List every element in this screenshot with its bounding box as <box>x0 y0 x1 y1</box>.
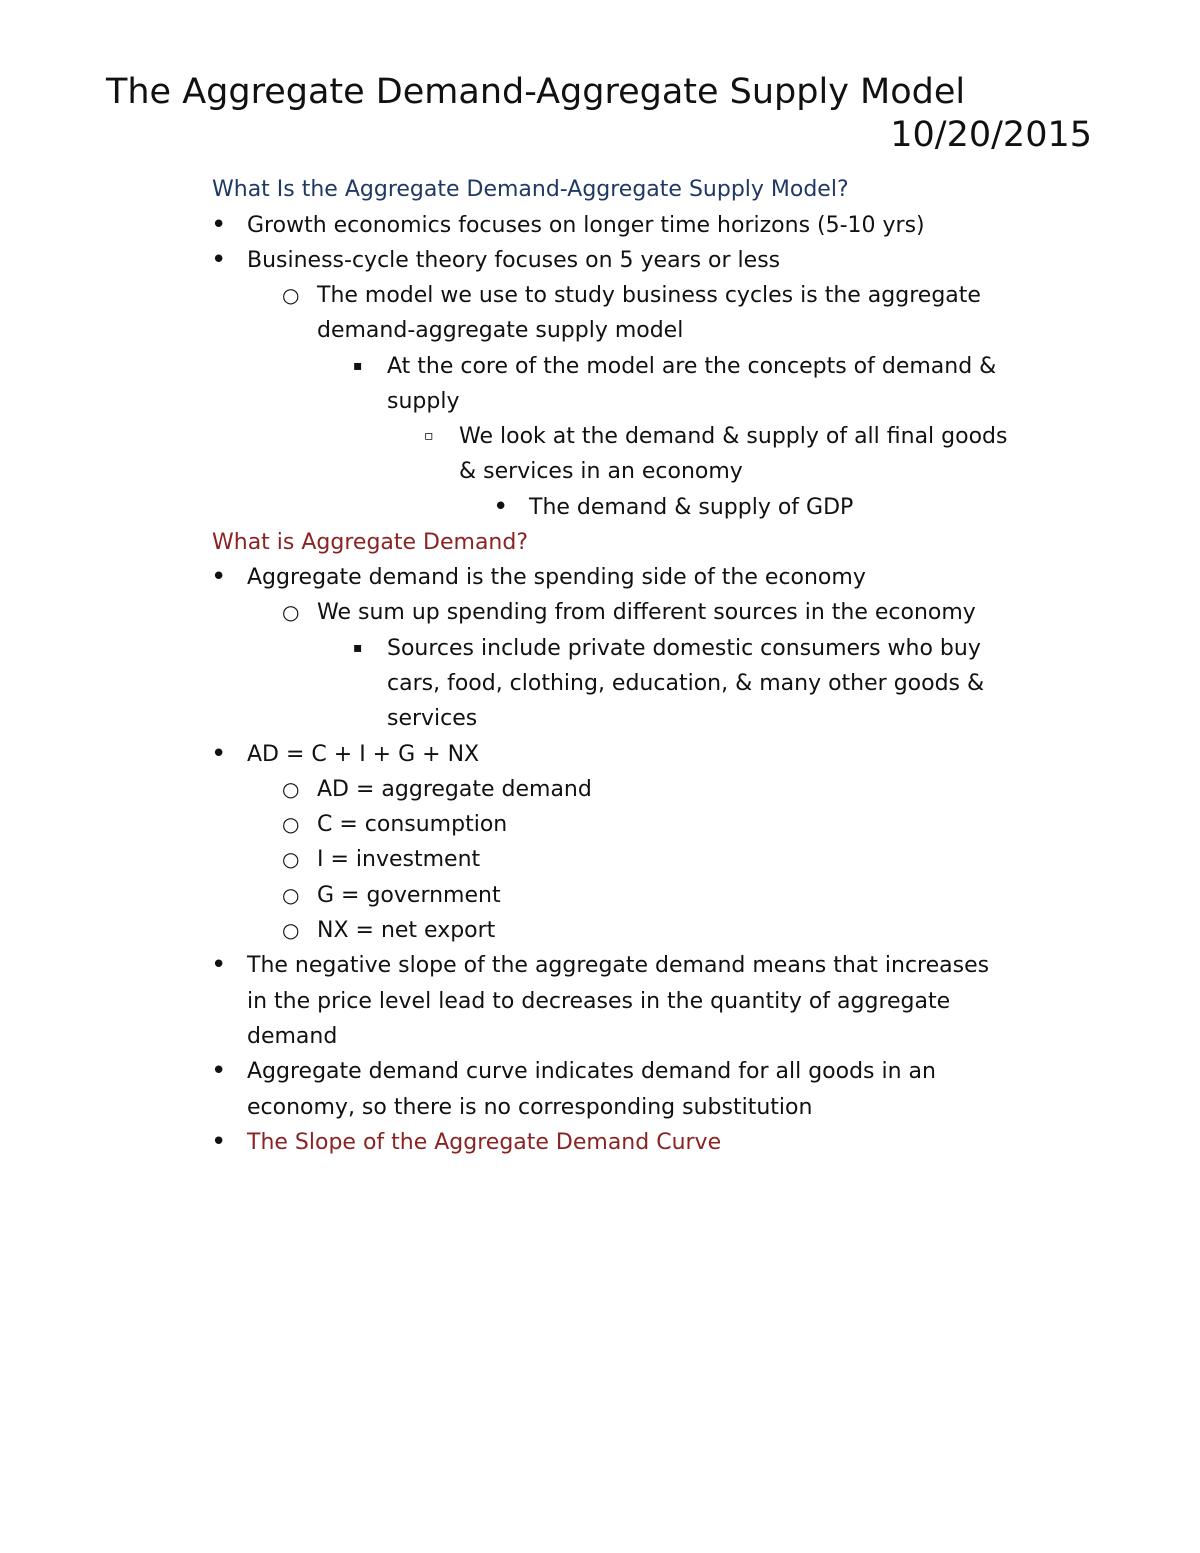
list-item: The demand & supply of GDP <box>529 495 854 520</box>
list-item: NX = net export <box>317 918 496 943</box>
list-item: G = government <box>317 883 501 908</box>
list-item-continuation: cars, food, clothing, education, & many other goods & <box>387 671 985 696</box>
bullet-circle-icon: ○ <box>282 283 300 307</box>
list-item-continuation: demand-aggregate supply model <box>317 318 684 343</box>
list-item-continuation: & services in an economy <box>459 459 743 484</box>
section-heading-aggregate-demand: What is Aggregate Demand? <box>212 530 529 555</box>
bullet-disc-icon: • <box>211 210 227 240</box>
section-heading-aggregate-model: What Is the Aggregate Demand-Aggregate Supply Model? <box>212 177 849 202</box>
list-item: Aggregate demand is the spending side of the economy <box>247 565 866 590</box>
list-item-continuation: economy, so there is no corresponding substitution <box>247 1095 813 1120</box>
list-item: At the core of the model are the concepts of demand & <box>387 354 997 379</box>
list-item: We look at the demand & supply of all final goods <box>459 424 1008 449</box>
list-item-continuation: services <box>387 706 478 731</box>
bullet-circle-icon: ○ <box>282 847 300 871</box>
bullet-square-icon: ▪ <box>353 358 363 374</box>
list-item-continuation: demand <box>247 1024 338 1049</box>
bullet-hollow-square-icon: ▫ <box>424 428 434 444</box>
list-item: Growth economics focuses on longer time horizons (5-10 yrs) <box>247 213 925 238</box>
bullet-disc-icon: • <box>211 245 227 275</box>
list-item-continuation: in the price level lead to decreases in the quantity of aggregate <box>247 989 951 1014</box>
bullet-circle-icon: ○ <box>282 918 300 942</box>
bullet-circle-icon: ○ <box>282 600 300 624</box>
bullet-circle-icon: ○ <box>282 883 300 907</box>
list-item: Sources include private domestic consumers who buy <box>387 636 981 661</box>
bullet-disc-icon: • <box>493 492 509 522</box>
bullet-circle-icon: ○ <box>282 777 300 801</box>
list-item-equation: AD = C + I + G + NX <box>247 742 480 767</box>
bullet-disc-icon: • <box>211 1056 227 1086</box>
list-item: I = investment <box>317 847 481 872</box>
document-date: 10/20/2015 <box>890 115 1092 155</box>
list-item: C = consumption <box>317 812 508 837</box>
bullet-disc-icon: • <box>211 1127 227 1157</box>
bullet-square-icon: ▪ <box>353 640 363 656</box>
list-item: The negative slope of the aggregate demand means that increases <box>247 953 990 978</box>
subheading-slope-of-ad-curve: The Slope of the Aggregate Demand Curve <box>247 1130 722 1155</box>
bullet-disc-icon: • <box>211 950 227 980</box>
list-item-continuation: supply <box>387 389 460 414</box>
list-item: AD = aggregate demand <box>317 777 592 802</box>
list-item: Business-cycle theory focuses on 5 years or less <box>247 248 781 273</box>
bullet-disc-icon: • <box>211 562 227 592</box>
bullet-circle-icon: ○ <box>282 812 300 836</box>
document-title: The Aggregate Demand-Aggregate Supply Model <box>106 72 966 112</box>
bullet-disc-icon: • <box>211 739 227 769</box>
list-item: We sum up spending from different sources in the economy <box>317 600 976 625</box>
list-item: The model we use to study business cycles is the aggregate <box>317 283 981 308</box>
list-item: Aggregate demand curve indicates demand for all goods in an <box>247 1059 936 1084</box>
